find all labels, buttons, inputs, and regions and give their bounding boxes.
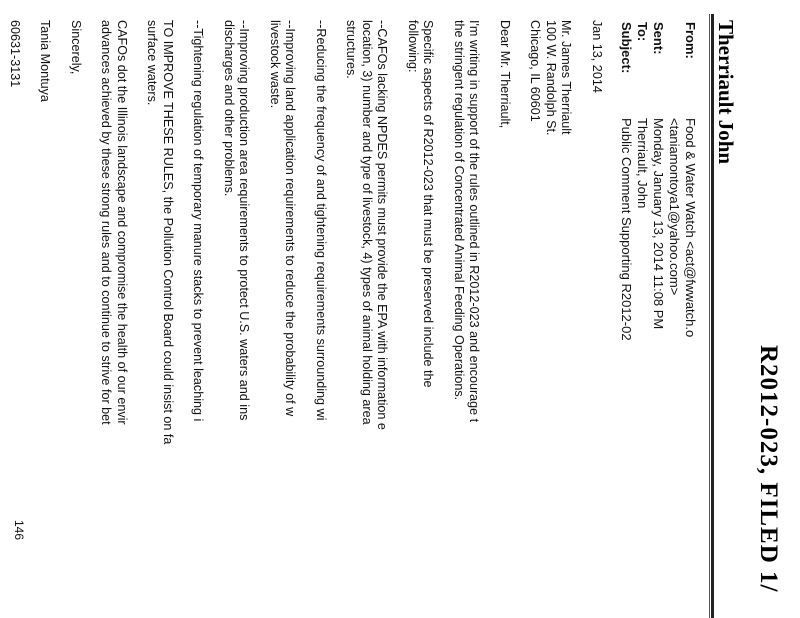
from-value: Food & Water Watch <act@fwwatch.o — [683, 118, 698, 338]
aspects-paragraph — [405, 20, 436, 618]
salutation: Dear Mr. Therriault, — [498, 20, 512, 129]
header-divider-thin — [709, 14, 710, 618]
paragraph-line: the stringent regulation of Concentrated Animal Feeding Operations. — [452, 20, 466, 401]
to-label: To: — [635, 22, 650, 42]
signer-zip: 60631-3131 — [8, 20, 22, 88]
address-line: 100 W. Randolph St. — [544, 20, 558, 136]
header-divider — [711, 14, 714, 618]
paragraph-line: --Improving production area requirements to protect U.S. waters and ins — [237, 20, 252, 421]
closing: Sincerely, — [69, 20, 83, 75]
paragraph-line: --Reducing the frequency of and tightening requirements surrounding wi — [314, 20, 328, 421]
paragraph-line: following: — [406, 20, 420, 73]
intro-paragraph — [451, 20, 482, 618]
to-value: Therriault, John — [635, 118, 650, 209]
sender-name-heading: Therriault John — [714, 20, 738, 165]
closing-paragraph — [98, 20, 129, 618]
subject-label: Subject: — [619, 22, 634, 74]
paragraph-line: TO IMPROVE THESE RULES, the Pollution Control Board could insist on fa — [161, 20, 175, 445]
sent-row — [650, 22, 666, 618]
paragraph-line: structures. — [344, 20, 359, 79]
paragraph-line: location, 3) number and type of livestock, 4) types of animal holding area — [360, 20, 374, 425]
paragraph-line: --Improving land application requirements to reduce the probability of w — [283, 20, 298, 417]
from-value-continued: <taniamontoya1@yahoo.com> — [667, 118, 682, 296]
email-metadata — [618, 22, 698, 618]
improve-paragraph — [144, 20, 175, 618]
sent-value: Monday, January 13, 2014 11:08 PM — [651, 118, 666, 330]
signer-name: Tania Montuya — [38, 20, 53, 102]
recipient-address — [527, 20, 574, 618]
address-line: Chicago, IL 60601 — [528, 20, 543, 122]
list-item-npdes — [343, 20, 390, 618]
to-row — [634, 22, 650, 618]
paragraph-line: livestock waste. — [268, 20, 282, 109]
subject-row — [618, 22, 634, 618]
from-row — [682, 22, 698, 618]
letter-body — [0, 20, 604, 618]
list-item-manure-stacks — [190, 20, 206, 618]
list-item-frequency — [313, 20, 329, 618]
paragraph-line: discharges and other problems. — [222, 20, 236, 197]
filing-stamp-area — [756, 0, 782, 618]
address-line: Mr. James Therriault — [559, 20, 574, 135]
from-label: From: — [683, 22, 698, 59]
list-item-production-area — [221, 20, 252, 618]
paragraph-line: --Tightening regulation of temporary manure stacks to prevent leaching i — [191, 20, 206, 422]
list-item-land-application — [267, 20, 298, 618]
page-number: 146 — [12, 520, 26, 541]
subject-value: Public Comment Supporting R2012-02 — [619, 118, 634, 341]
paragraph-line: --CAFOs lacking NPDES permits must provide the EPA with information e — [375, 20, 390, 430]
filing-stamp: R2012-023, FILED 1/ — [755, 345, 782, 593]
paragraph-line: CAFOs dot the Illinois landscape and compromise the health of our envir — [115, 20, 129, 425]
sent-label: Sent: — [651, 22, 666, 55]
letter-date: Jan 13, 2014 — [590, 20, 604, 93]
paragraph-line: surface waters. — [145, 20, 160, 106]
paragraph-line: I'm writing in support of the rules outlined in R2012-023 and encourage t — [467, 20, 482, 423]
paragraph-line: Specific aspects of R2012-023 that must be preserved include the — [421, 20, 436, 388]
paragraph-line: advances achieved by these strong rules and to continue to strive for bet — [99, 20, 114, 425]
